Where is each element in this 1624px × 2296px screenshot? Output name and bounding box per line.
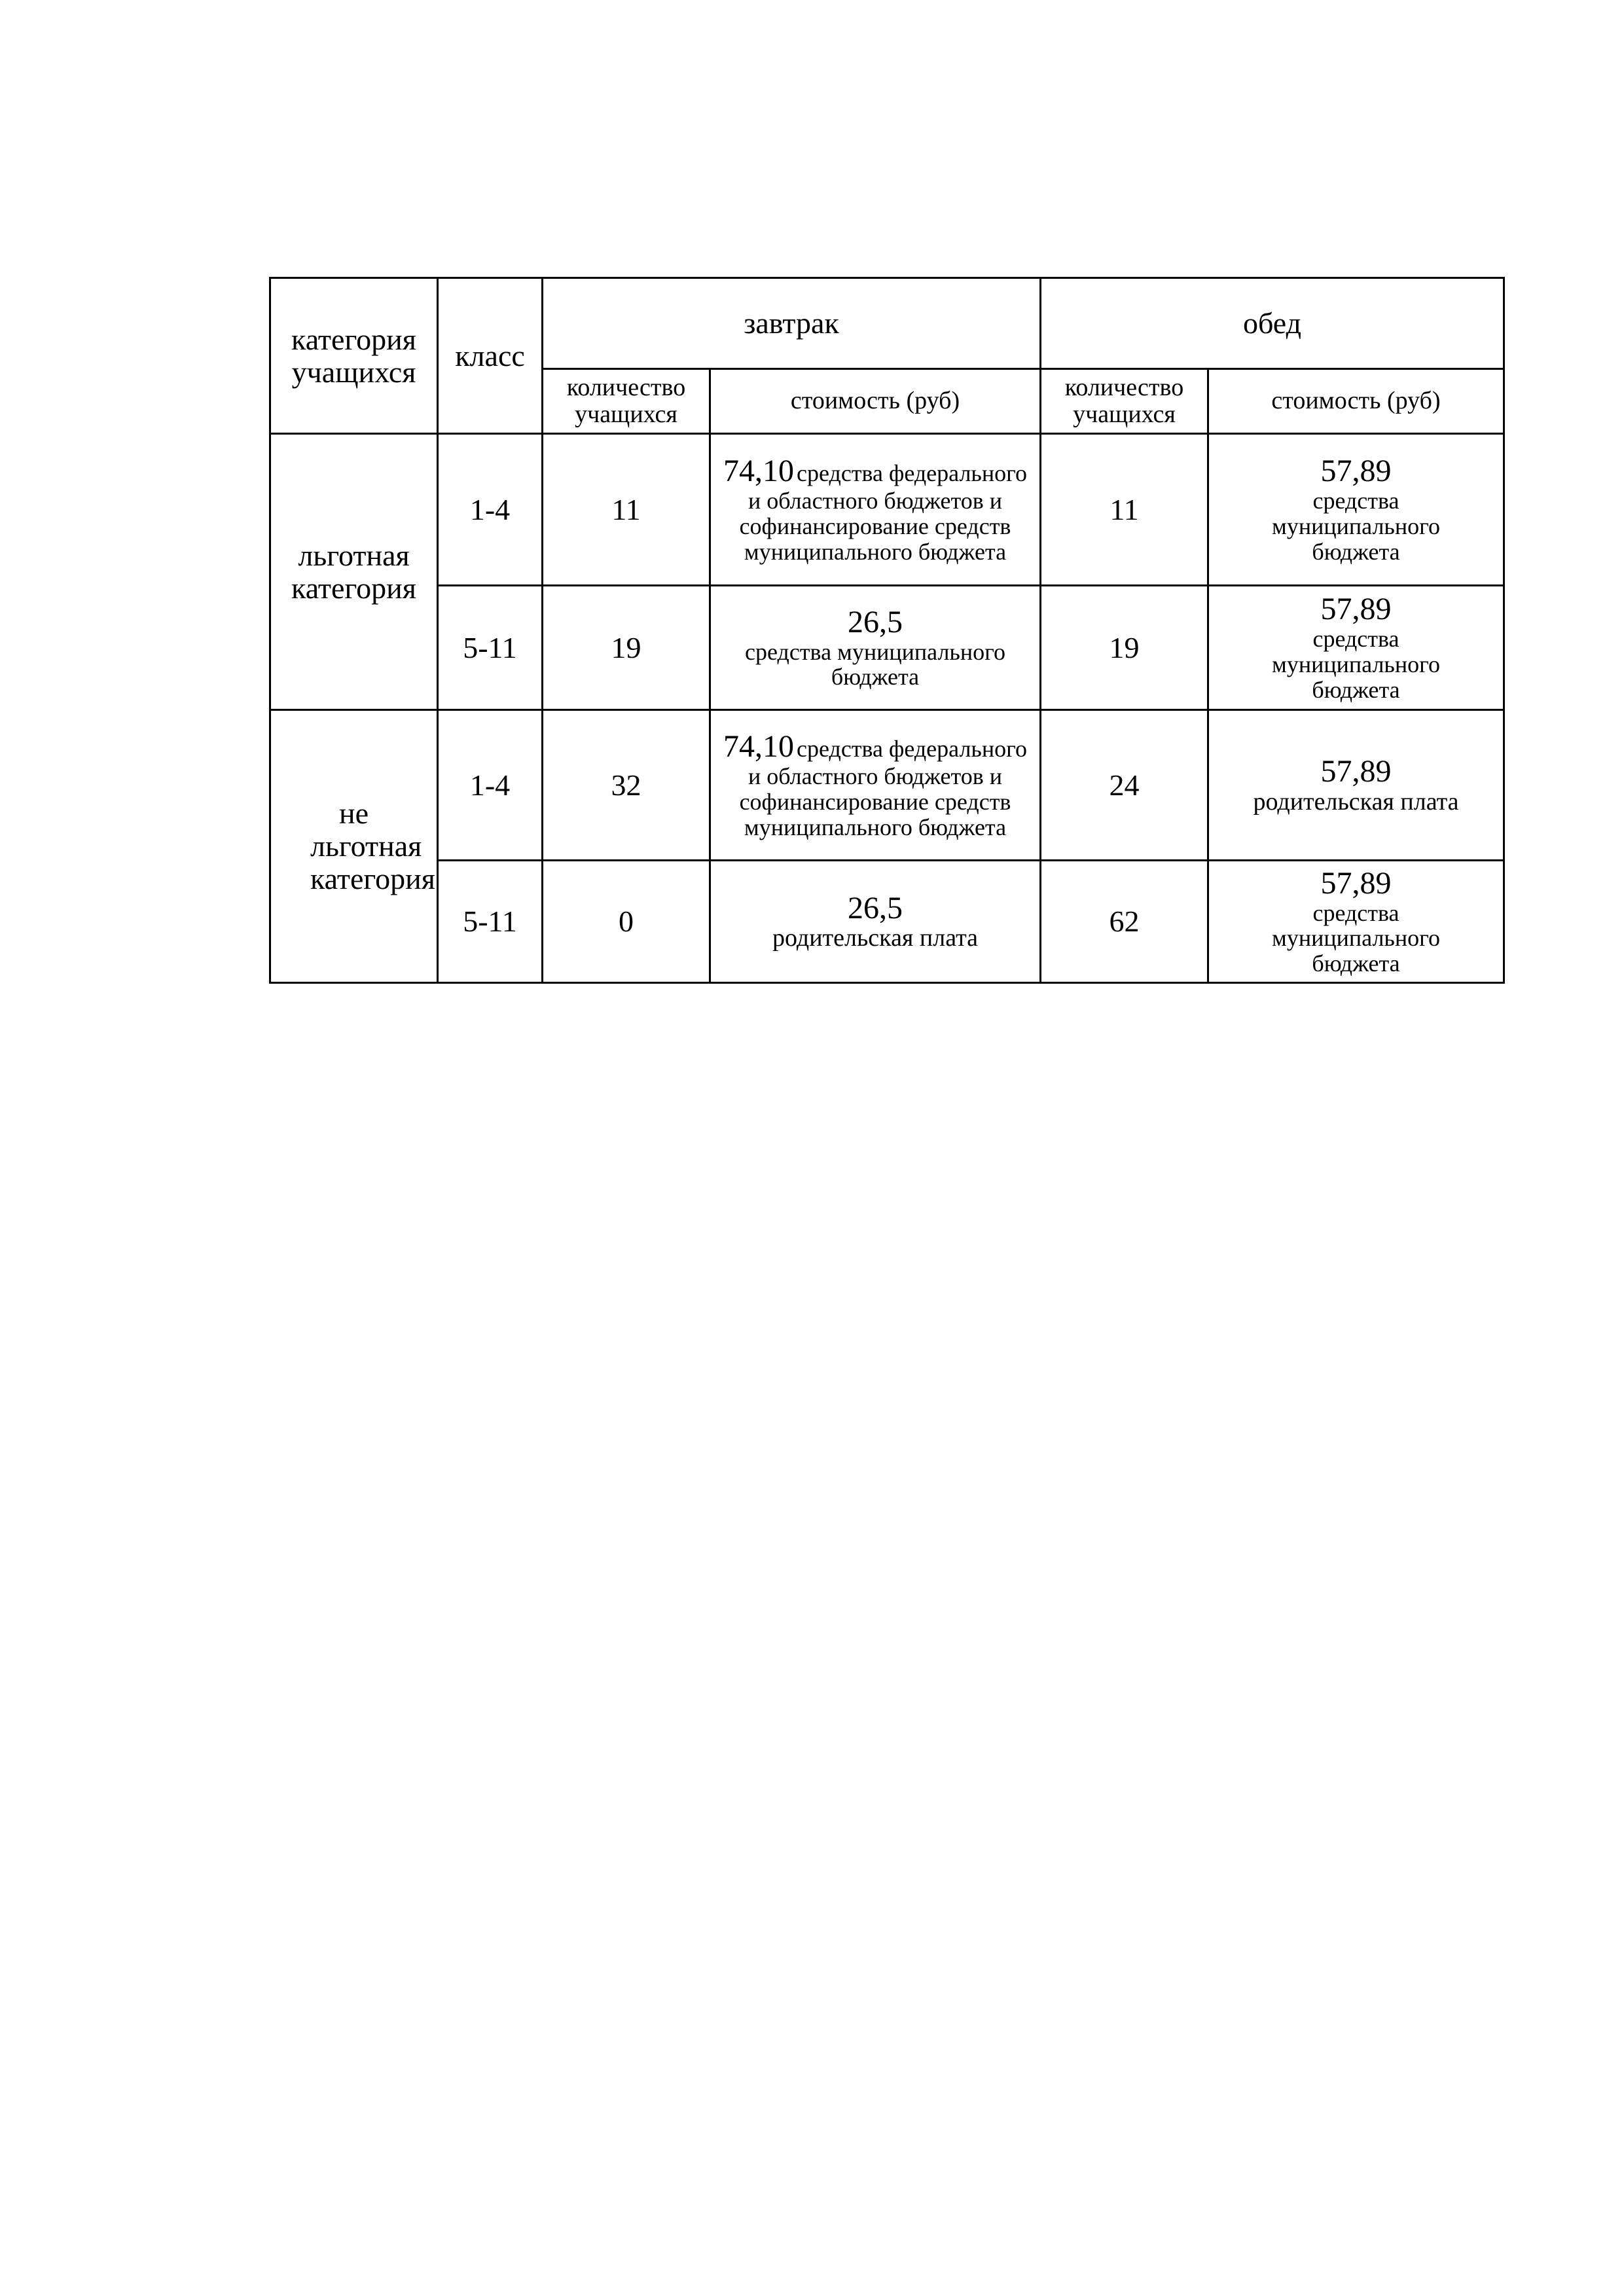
category-cell: не льготная категория [270,710,438,983]
breakfast-cost-cell [710,710,1041,861]
breakfast-price: 26,5 [848,604,903,639]
lunch-price: 57,89 [1320,454,1392,489]
breakfast-source: средства федерального и областного бюджетов и софинансирование средств муниципального бюджета [739,460,1027,565]
lunch-price: 57,89 [1320,754,1392,789]
header-lunch: обед [1041,278,1504,369]
table-row [270,710,1504,861]
lunch-cost-cell [1208,861,1504,983]
breakfast-price: 74,10 [723,454,795,489]
lunch-source: родительская плата [1253,787,1459,816]
class-cell: 1-4 [438,710,543,861]
breakfast-cost-cell [710,434,1041,586]
table-row [270,586,1504,710]
class-cell: 5-11 [438,861,543,983]
table-row [270,434,1504,586]
header-breakfast: завтрак [543,278,1041,369]
breakfast-count-cell: 11 [543,434,710,586]
class-cell: 5-11 [438,586,543,710]
lunch-cost-cell [1208,586,1504,710]
breakfast-count-cell: 0 [543,861,710,983]
table-row [270,861,1504,983]
lunch-price: 57,89 [1320,865,1392,901]
lunch-source: средства муниципального бюджета [1272,488,1440,565]
lunch-cost-cell [1208,434,1504,586]
breakfast-cost-cell [710,861,1041,983]
header-lunch-cost: стоимость (руб) [1208,369,1504,434]
breakfast-count-cell: 19 [543,586,710,710]
breakfast-count-cell: 32 [543,710,710,861]
header-category: категория учащихся [270,278,438,434]
breakfast-source: средства федерального и областного бюджетов и софинансирование средств муниципального бюджета [739,736,1027,840]
lunch-source: средства муниципального бюджета [1272,899,1440,977]
lunch-count-cell: 19 [1041,586,1208,710]
breakfast-price: 74,10 [723,729,795,764]
breakfast-source: родительская плата [772,924,979,952]
meal-cost-table [269,277,1505,984]
lunch-count-cell: 62 [1041,861,1208,983]
header-breakfast-cost: стоимость (руб) [710,369,1041,434]
lunch-source: средства муниципального бюджета [1272,626,1440,703]
lunch-count-cell: 24 [1041,710,1208,861]
header-breakfast-count: количество учащихся [543,369,710,434]
class-cell: 1-4 [438,434,543,586]
header-row-1 [270,278,1504,369]
breakfast-price: 26,5 [848,890,903,925]
lunch-cost-cell [1208,710,1504,861]
header-class: класс [438,278,543,434]
lunch-price: 57,89 [1320,592,1392,627]
breakfast-cost-cell [710,586,1041,710]
header-lunch-count: количество учащихся [1041,369,1208,434]
category-cell: льготная категория [270,434,438,710]
breakfast-source: средства муниципального бюджета [745,638,1005,691]
lunch-count-cell: 11 [1041,434,1208,586]
